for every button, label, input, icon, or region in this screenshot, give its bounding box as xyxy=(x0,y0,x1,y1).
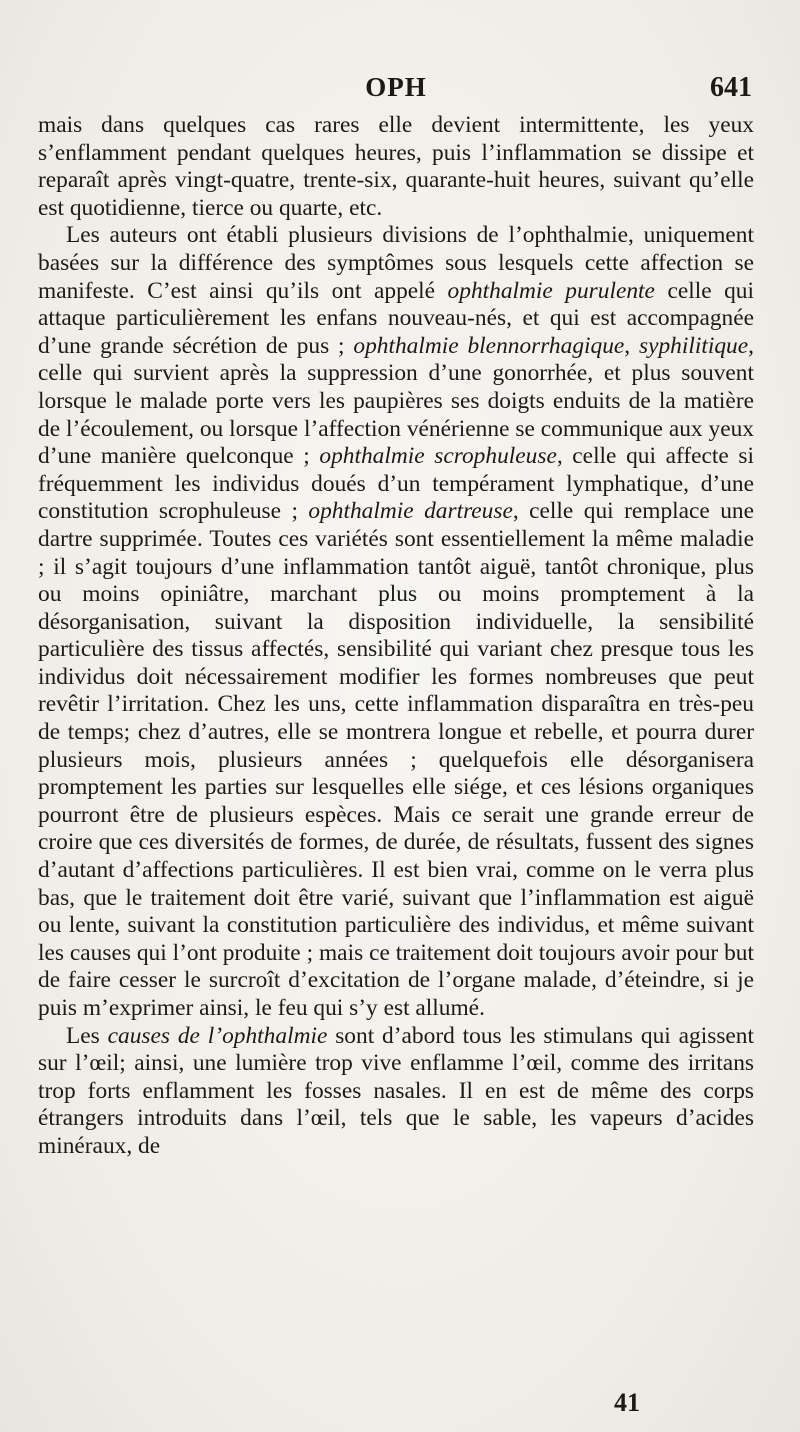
page-header xyxy=(40,72,752,112)
body-text xyxy=(38,112,754,1161)
italic-term: causes de l’ophthalmie xyxy=(107,1022,328,1049)
italic-term: syphilitique xyxy=(638,332,749,359)
text-run: , celle qui survient après la suppression d’une gonorrhée, et plus souvent lorsque le malade porte vers les paupières ses doigts enduits de la matière de l’écoulement, ou lorsque l’affection vénérienne se communique aux yeux d’une manière quelconque ; xyxy=(38,332,754,470)
italic-term: ophthalmie purulente xyxy=(447,277,655,304)
text-run: , celle qui remplace une dartre supprimée. Toutes ces variétés sont essentiellement la même maladie ; il s’agit toujours d’une inflammation tantôt aiguë, tantôt chronique, plus ou moins opiniâtre, marchant plus ou moins promptement à la désorganisation, suivant la disposition individuelle, la sensibilité particulière des tissus affectés, sensibilité qui variant chez presque tous les individus doit nécessairement modifier les formes nombreuses que peut revêtir l’irritation. Chez les uns, cette inflammation disparaîtra en très-peu de temps; chez d’autres, elle se montrera longue et rebelle, et pourra durer plusieurs mois, plusieurs années ; quelquefois elle désorganisera promptement les parties sur lesquelles elle siége, et ces lésions organiques pourront être de plusieurs espèces. Mais ce serait une grande erreur de croire que ces diversités de formes, de durée, de résultats, fussent des signes d’autant d’affections particulières. Il est bien vrai, comme on le verra plus bas, que le traitement doit être varié, suivant que l’inflammation est aiguë ou lente, suivant la constitution particulière des individus, et même suivant les causes qui l’ont produite ; mais ce traitement doit toujours avoir pour but de faire cesser le surcroît d’excitation de l’organe malade, d’éteindre, si je puis m’exprimer ainsi, le feu qui s’y est allumé. xyxy=(38,498,754,1021)
italic-term: ophthalmie dartreuse xyxy=(308,498,513,525)
italic-term: ophthalmie blennorrhagique xyxy=(353,332,625,359)
paragraph-causes xyxy=(38,1023,754,1161)
text-run: mais dans quelques cas rares elle devient intermittente, les yeux s’enflamment pendant quelques heures, puis l’inflammation se dissipe et reparaît après vingt-quatre, trente-six, quarante-huit heures, suivant qu’elle est quotidienne, tierce ou quarte, etc. xyxy=(38,112,754,221)
text-run: Les auteurs ont établi plusieurs divisions de l’ophthalmie, uniquement basées sur la différence des symptômes sous lesquels cette affection se manifeste. C’est ainsi qu’ils ont appelé xyxy=(38,222,754,304)
italic-term: ophthalmie scrophuleuse xyxy=(319,443,557,470)
page-number: 641 xyxy=(710,72,752,103)
text-run: Les xyxy=(66,1022,108,1049)
text-run: sont d’abord tous les stimulans qui agissent sur l’œil; ainsi, une lumière trop vive enflamme l’œil, comme des irritans trop forts enflamment les fosses nasales. Il en est de même des corps étrangers introduits dans l’œil, tels que le sable, les vapeurs d’acides minéraux, de xyxy=(38,1022,754,1159)
paragraph-divisions xyxy=(38,222,754,1022)
signature-mark: 41 xyxy=(614,1388,640,1417)
text-run: celle qui attaque particulièrement les enfans nouveau-nés, et qui est accompagnée d’une grande sécrétion de pus ; xyxy=(38,277,754,359)
running-head: OPH xyxy=(365,72,427,102)
text-run: , xyxy=(624,332,639,359)
paragraph-continuation xyxy=(38,112,754,222)
text-run: , celle qui affecte si fréquemment les individus doués d’un tempérament lymphatique, d’une constitution scrophuleuse ; xyxy=(38,443,754,525)
